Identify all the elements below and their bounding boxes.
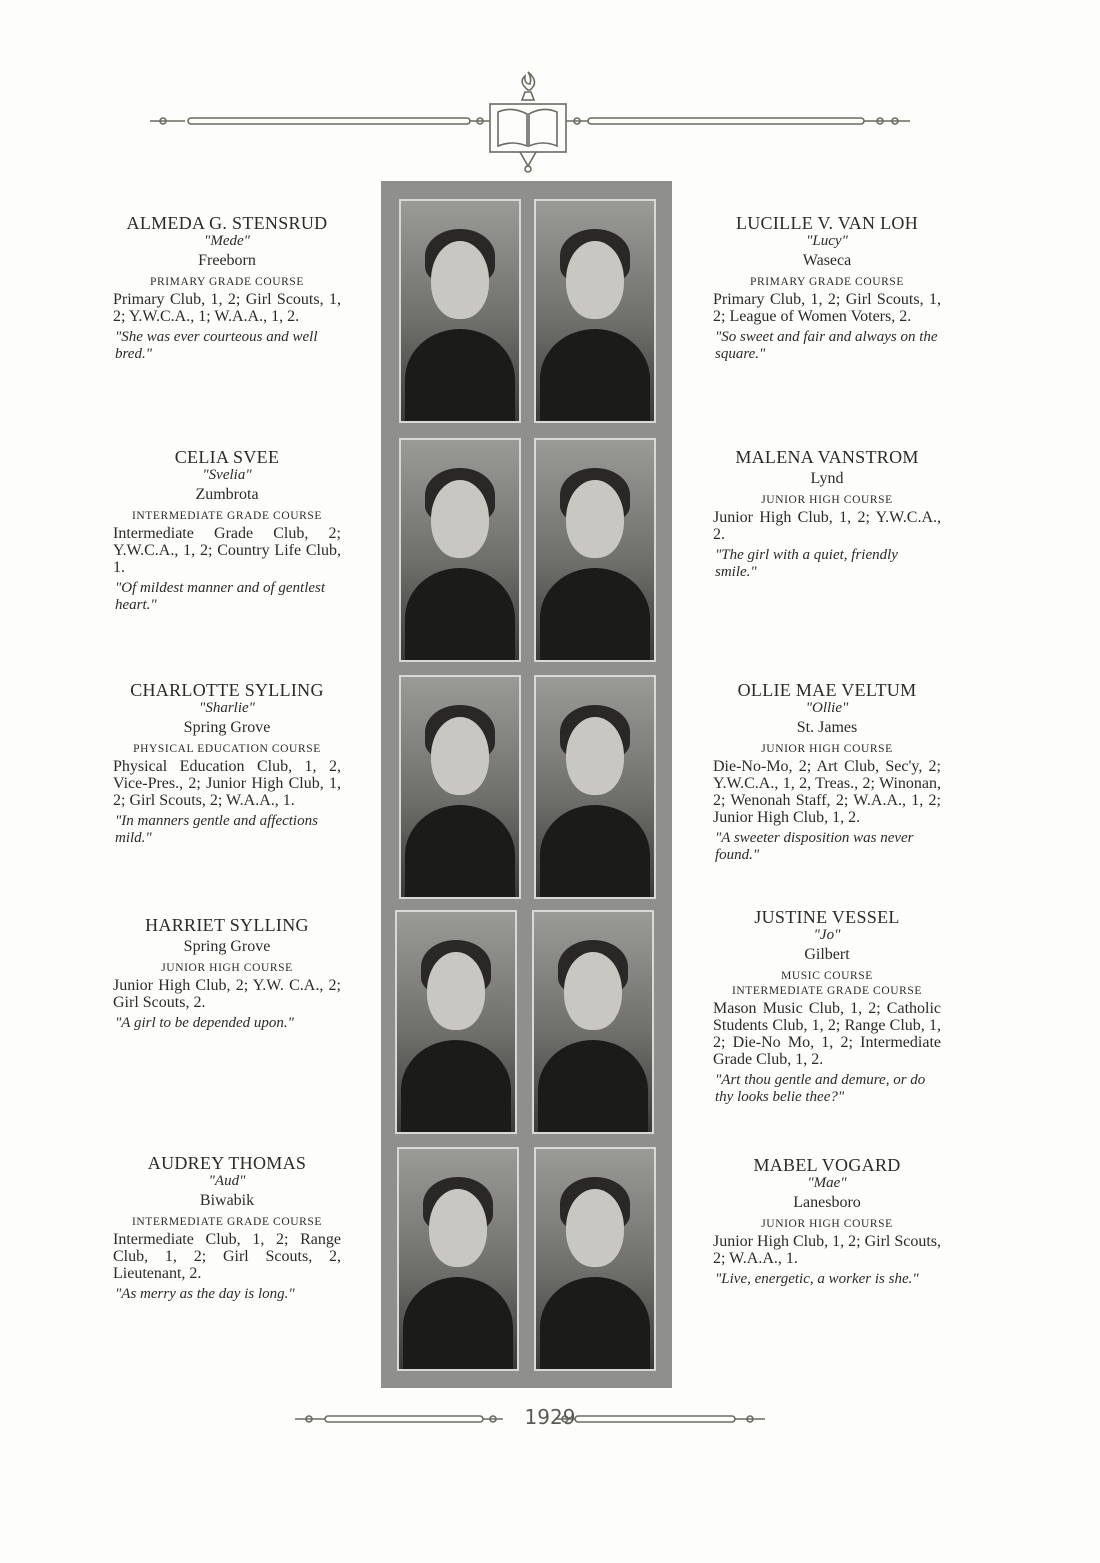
student-hometown: Waseca	[802, 252, 852, 269]
student-course-secondary: INTERMEDIATE GRADE COURSE	[731, 985, 923, 997]
student-hometown: Freeborn	[198, 252, 256, 269]
student-hometown: St. James	[796, 719, 858, 736]
student-nickname: "Mae"	[807, 1175, 847, 1191]
student-hometown: Spring Grove	[183, 719, 271, 736]
portrait-photo	[401, 440, 519, 660]
student-name: HARRIET SYLLING	[145, 915, 309, 935]
student-name: MALENA VANSTROM	[735, 447, 919, 467]
photo-strip	[381, 181, 672, 1388]
student-course: JUNIOR HIGH COURSE	[761, 494, 893, 506]
student-quote: "Live, energetic, a worker is she."	[715, 1271, 919, 1287]
student-entry	[713, 214, 941, 363]
portrait-photo	[399, 1149, 517, 1369]
student-entry	[713, 448, 941, 581]
student-entry	[113, 448, 341, 614]
portrait-photo	[401, 677, 519, 897]
student-course: JUNIOR HIGH COURSE	[761, 743, 893, 755]
student-activities: Physical Education Club, 1, 2, Vice-Pres., 2; Junior High Club, 1, 2; Girl Scouts, 2; W.A.A., 1.	[113, 758, 341, 809]
student-quote: "Art thou gentle and demure, or do thy looks belie thee?"	[715, 1072, 926, 1105]
student-name: JUSTINE VESSEL	[754, 907, 900, 927]
student-activities: Junior High Club, 1, 2; Y.W.C.A., 2.	[713, 509, 941, 543]
student-name: AUDREY THOMAS	[147, 1153, 307, 1173]
student-entry	[713, 1156, 941, 1288]
student-activities: Intermediate Grade Club, 2; Y.W.C.A., 1, 2; Country Life Club, 1.	[113, 525, 341, 576]
portrait-photo	[536, 440, 654, 660]
student-name: LUCILLE V. VAN LOH	[735, 213, 919, 233]
portrait-photo	[534, 912, 652, 1132]
header-ornament	[0, 0, 1100, 180]
student-nickname: "Svelia"	[202, 467, 252, 483]
student-quote: "A girl to be depended upon."	[115, 1015, 294, 1031]
student-course: PRIMARY GRADE COURSE	[149, 276, 305, 288]
student-quote: "So sweet and fair and always on the square."	[715, 329, 938, 362]
student-quote: "Of mildest manner and of gentlest heart."	[115, 580, 326, 613]
student-hometown: Gilbert	[804, 946, 850, 963]
student-quote: "The girl with a quiet, friendly smile."	[715, 547, 898, 580]
student-nickname: "Mede"	[204, 233, 250, 249]
student-name: MABEL VOGARD	[753, 1155, 901, 1175]
student-quote: "A sweeter disposition was never found."	[715, 830, 914, 863]
student-name: CELIA SVEE	[174, 447, 280, 467]
student-course: INTERMEDIATE GRADE COURSE	[131, 510, 323, 522]
student-activities: Mason Music Club, 1, 2; Catholic Students Club, 1, 2; Range Club, 1, 2; Die-No Mo, 1, 2; Intermediate Grade Club, 1, 2.	[713, 1000, 941, 1068]
student-quote: "As merry as the day is long."	[115, 1286, 295, 1302]
portrait-photo	[536, 201, 654, 421]
student-hometown: Biwabik	[199, 1192, 255, 1209]
portrait-photo	[536, 677, 654, 897]
student-name: ALMEDA G. STENSRUD	[126, 213, 328, 233]
portrait-photo	[401, 201, 519, 421]
student-quote: "She was ever courteous and well bred."	[115, 329, 318, 362]
student-nickname: "Jo"	[813, 927, 841, 943]
student-activities: Primary Club, 1, 2; Girl Scouts, 1, 2; League of Women Voters, 2.	[713, 291, 941, 325]
student-hometown: Spring Grove	[183, 938, 271, 955]
student-activities: Intermediate Club, 1, 2; Range Club, 1, 2; Girl Scouts, 2, Lieutenant, 2.	[113, 1231, 341, 1282]
student-name: CHARLOTTE SYLLING	[130, 680, 324, 700]
student-entry	[113, 916, 341, 1032]
student-activities: Primary Club, 1, 2; Girl Scouts, 1, 2; Y.W.C.A., 1; W.A.A., 1, 2.	[113, 291, 341, 325]
student-hometown: Zumbrota	[195, 486, 259, 503]
page-year: 1929	[524, 1405, 576, 1429]
student-hometown: Lynd	[810, 470, 844, 487]
student-nickname: "Lucy"	[806, 233, 848, 249]
portrait-photo	[536, 1149, 654, 1369]
student-nickname: "Aud"	[208, 1173, 246, 1189]
student-course: JUNIOR HIGH COURSE	[761, 1218, 893, 1230]
student-activities: Die-No-Mo, 2; Art Club, Sec'y, 2; Y.W.C.A., 1, 2, Treas., 2; Winonan, 2; Wenonah Staff, 2; W.A.A., 1, 2; Junior High Club, 1, 2.	[713, 758, 941, 826]
student-entry	[113, 214, 341, 363]
student-activities: Junior High Club, 2; Y.W. C.A., 2; Girl Scouts, 2.	[113, 977, 341, 1011]
student-course: JUNIOR HIGH COURSE	[161, 962, 293, 974]
student-entry	[113, 1154, 341, 1303]
student-course: PHYSICAL EDUCATION COURSE	[133, 743, 321, 755]
student-quote: "In manners gentle and affections mild."	[115, 813, 318, 846]
student-nickname: "Sharlie"	[199, 700, 255, 716]
student-course: MUSIC COURSE	[781, 970, 873, 982]
student-activities: Junior High Club, 1, 2; Girl Scouts, 2; W.A.A., 1.	[713, 1233, 942, 1267]
student-name: OLLIE MAE VELTUM	[737, 680, 917, 700]
student-entry	[113, 681, 341, 847]
student-entry	[713, 908, 941, 1106]
student-course: PRIMARY GRADE COURSE	[749, 276, 905, 288]
student-entry	[713, 681, 941, 864]
portrait-photo	[397, 912, 515, 1132]
student-hometown: Lanesboro	[793, 1194, 861, 1211]
student-course: INTERMEDIATE GRADE COURSE	[131, 1216, 323, 1228]
student-nickname: "Ollie"	[805, 700, 849, 716]
